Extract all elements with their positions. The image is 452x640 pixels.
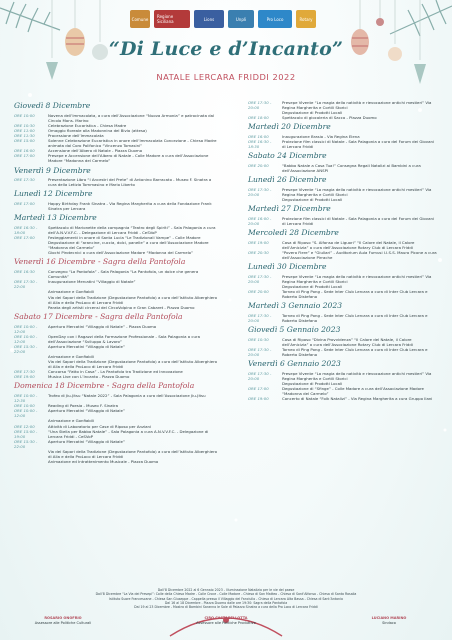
event-row xyxy=(248,100,438,110)
day-heading: Venerdì 9 Dicembre xyxy=(14,165,91,175)
poster-subtitle: NATALE LERCARA FRIDDI 2022 xyxy=(156,72,296,82)
event-time xyxy=(14,295,48,305)
day-heading: Martedì 27 Dicembre xyxy=(248,204,331,214)
event-time: ORE 10:00 xyxy=(14,403,35,409)
event-time xyxy=(14,250,48,255)
event-row xyxy=(14,240,219,250)
event-time: ORE 17:30 - 20:00 xyxy=(248,346,272,357)
signature-assessore-produttive xyxy=(171,616,281,625)
event-row xyxy=(14,324,219,334)
event-time: ORE 16:00 xyxy=(248,134,269,140)
day-heading: Venerdì 6 Gennaio 2023 xyxy=(248,359,341,369)
event-description: Torneo di Ping Pong - Sede Inter Club Lercara a cura di Inter Club Lercara e Roberto Distefano xyxy=(282,288,428,300)
event-description: Presepe Vivente “La magia della natività e rievocazione antichi mestieri” Via Regina Margherita e Cortili Storici xyxy=(282,370,432,381)
day-block xyxy=(14,102,219,164)
event-description: “Babbo Natale a Casa Tua!” Consegna Regali Natalizi ai Bambini a cura dell’Associazione ANSPI xyxy=(282,162,421,174)
event-time: ORE 19:00 xyxy=(14,374,35,380)
event-description: Degustazione di “arancine, cuccia, dolci, panelle” a cura dell’Associazione Madore “Madonna del Carmelo” xyxy=(48,240,209,251)
event-time: ORE 16:30 - 18:00 xyxy=(14,224,38,236)
day-block xyxy=(248,123,438,149)
event-row xyxy=(14,138,219,148)
event-time: ORE 10:00 - 12:30 xyxy=(14,393,38,404)
event-row xyxy=(14,344,219,354)
event-time: ORE 17:00 xyxy=(14,201,35,207)
day-heading: Venerdì 16 Dicembre - Sagra della Pantofola xyxy=(14,257,186,267)
event-description: Inaugurazione Mercatini “Villaggio di Natale” xyxy=(48,279,136,285)
event-time: ORE 15:00 - 19:00 xyxy=(14,428,38,439)
program-right-column xyxy=(248,100,438,404)
event-description: “Povero Fiere” e “Giullari” - Auditorium Aula Fumusi I.I.S.S. Mauro Picone a cura dell’Associazione Pirrache xyxy=(282,249,437,260)
event-time xyxy=(14,359,48,369)
event-time: ORE 16:00 - 20:00 xyxy=(248,215,272,226)
event-time: ORE 20:00 xyxy=(248,288,269,294)
event-description: Celebrazione Eucaristica - Chiesa Madre xyxy=(48,122,127,128)
event-description: “Una Stella per Babbo Natale” - Sala Palagonia a cura A.N.V.V.F.C. - Delegazione di Lercara Friddi - CeSVoP xyxy=(48,428,209,439)
event-description: Reading di Poesia - Museo F. Sinatra xyxy=(48,403,119,409)
event-description: Animazione e Gonfiabili xyxy=(48,289,95,295)
day-block xyxy=(14,258,219,309)
footer-line: Dall’8 Dicembre 2022 al 6 Gennaio 2023 - Illuminazione Natalizia per le vie del paese xyxy=(157,588,295,592)
event-row xyxy=(14,201,219,211)
event-time: ORE 10:30 xyxy=(14,122,35,128)
event-time xyxy=(14,240,48,250)
event-time: ORE 12:00 xyxy=(14,423,35,429)
event-time: ORE 19:00 xyxy=(248,396,269,402)
event-row xyxy=(14,225,219,235)
day-block xyxy=(248,263,438,299)
event-row xyxy=(14,279,219,289)
event-time: ORE 17:30 - 20:00 xyxy=(248,186,272,197)
proloco-logo-icon: Pro Loco xyxy=(258,10,292,28)
event-row xyxy=(248,187,438,197)
event-description: Concorso “Fatto in Casa” - La Pantofola tra Tradizione ed Innovazione xyxy=(48,369,183,375)
day-block xyxy=(14,167,219,188)
event-row xyxy=(14,269,219,279)
signature-name: ROSARIO ONOFRIO xyxy=(44,616,82,620)
day-block xyxy=(14,313,219,380)
event-description: OpenDay con i Ragazzi della Formazione Professionale - Sala Palagonia a cura dell’Associazione “Sviluppo & Lavoro” xyxy=(48,333,200,344)
event-description: Presepe e Accensione dell’Albero di Natale - Colle Madore a cura dell’Associazione Madore “Madonna del Carmelo” xyxy=(48,153,209,164)
day-block xyxy=(248,205,438,226)
event-time: ORE 17:00 xyxy=(14,153,35,159)
event-description: Apertura Mercatini “Villaggio di Natale” - Piazza Duomo xyxy=(48,323,157,329)
day-heading: Lunedì 26 Dicembre xyxy=(248,175,327,185)
day-heading: Martedì 13 Dicembre xyxy=(14,213,97,223)
event-row xyxy=(14,153,219,163)
day-block xyxy=(248,229,438,260)
footer-notes xyxy=(10,588,442,610)
day-block xyxy=(248,100,438,120)
event-row xyxy=(248,347,438,357)
event-time: ORE 17:00 xyxy=(248,385,269,391)
event-row xyxy=(14,359,219,369)
day-heading: Lunedì 12 Dicembre xyxy=(14,189,93,199)
event-description: Convegno “La Pantofola” - Sala Palagonia “La Pantofola, un dolce che genera Comunità” xyxy=(48,269,199,280)
event-description: Spettacolo di Marionette della compagnia “Teatro degli Spiriti” - Sala Palagonia a cura dell’A.N.V.V.F.C. - Delegazione di Lercara Friddi - CeSVoP xyxy=(48,224,216,236)
event-row xyxy=(14,177,219,187)
event-row xyxy=(14,429,219,439)
event-time: ORE 11:00 xyxy=(14,127,35,133)
signature-role: Assessore alle Politiche Culturali xyxy=(34,620,92,625)
event-description: Degustazione di Prodotti Locali xyxy=(282,283,343,289)
day-heading: Martedì 20 Dicembre xyxy=(248,122,331,132)
event-time: ORE 17:30 - 20:00 xyxy=(248,370,272,381)
event-row xyxy=(248,289,438,299)
event-description: Trofeo di Jiu-Jitsu “Natale 2022” - Sala Palagonia a cura dell’Associazione Jiu-Jitsu xyxy=(48,393,206,399)
event-row xyxy=(14,393,219,403)
event-description: Inaugurazione Brasio - Via Regina Elena xyxy=(282,134,360,140)
event-description: Degustazione di Prodotti Locali xyxy=(282,110,343,116)
day-heading: Giovedì 8 Dicembre xyxy=(14,101,91,110)
event-time: ORE 18:00 xyxy=(248,115,269,121)
event-row xyxy=(248,115,438,120)
event-time: ORE 10:00 - 12:00 xyxy=(14,333,38,344)
footer-line: Dal 16 al 18 Dicembre - Piazza Duomo dalle ore 19:30: Sagra della Pantofola xyxy=(164,600,288,605)
event-row xyxy=(248,337,438,347)
event-time: ORE 10:00 xyxy=(14,112,35,118)
footer-line: Istituto Suore Francescane - Chiesa San Giuseppe - Cappella presso il Villaggio del Fanciullo - Chiesa di Lercara Alta Bassa - Chiesa di Sant’Antonio xyxy=(109,596,343,601)
event-description: Apertura Mercatini “Villaggio di Natale” xyxy=(48,438,125,444)
event-description: Omaggio floreale alla Madonnina del Bivio (attesa) xyxy=(48,127,147,133)
event-time: ORE 19:00 xyxy=(248,239,269,245)
event-row xyxy=(14,459,219,464)
event-description: Musica Live con L’Incanto - Piazza Duomo xyxy=(48,374,130,380)
event-time: ORE 17:30 - 22:00 xyxy=(14,279,38,290)
event-time: ORE 10:00 - 12:00 xyxy=(14,408,38,419)
event-row xyxy=(248,250,438,260)
lions-logo-icon: Lions xyxy=(194,10,224,28)
day-block xyxy=(14,190,219,211)
event-time: ORE 17:30 xyxy=(14,369,35,375)
event-time: ORE 15:30 - 22:00 xyxy=(14,343,38,354)
event-time: ORE 17:00 xyxy=(14,235,35,241)
event-description: Torneo di Ping Pong - Sede Inter Club Lercara a cura di Inter Club Lercara e Roberto Distefano xyxy=(282,312,428,323)
event-description: Festeggiamenti in onore di Santa Lucia “Le Tradizionali Vampe” - Colle Madore xyxy=(48,235,201,241)
event-description: Attività di Laboratorio per Case di Riposo per Anziani xyxy=(48,423,152,429)
day-heading: Sabato 17 Dicembre - Sagra della Pantofola xyxy=(14,311,183,321)
event-time: ORE 15:30 - 22:00 xyxy=(14,438,38,449)
day-heading: Giovedì 5 Gennaio 2023 xyxy=(248,324,341,334)
day-heading: Lunedì 30 Dicembre xyxy=(248,262,327,271)
footer-line: Dal 19 al 23 Dicembre - Mostra di Bambini Saranno le Sale di Palazzo Sinatra a cura della Pro Loco di Lercara Friddi xyxy=(134,605,318,610)
event-time: ORE 16:30 xyxy=(14,269,35,275)
event-time: ORE 17:30 - 20:00 xyxy=(248,273,272,284)
event-time: ORE 20:30 xyxy=(248,249,269,255)
event-description: Solenne Celebrazione Eucaristica in onore dell’Immacolata Concezione - Chiesa Madre animata dal Coro Polifonico “Vincenzo Tomasini” xyxy=(48,138,217,149)
event-description: Animazione e Gonfiabili xyxy=(48,418,95,424)
event-time xyxy=(14,305,48,310)
event-description: Casa di Riposo “S. Alfonso de Liguori” “Il Calore del Natale, il Calore dell’Amicizia” a cura dell’Associazione Rotary Club di Lercara Friddi xyxy=(282,239,415,250)
signature-assessore-cultura xyxy=(8,616,118,625)
event-row xyxy=(14,295,219,305)
event-row xyxy=(248,371,438,381)
event-description: Degustazione di Prodotti Locali xyxy=(282,380,343,386)
event-time xyxy=(14,449,48,459)
day-heading: Domenica 18 Dicembre - Sagra della Pantofola xyxy=(14,381,195,391)
day-block xyxy=(14,382,219,464)
event-description: Presepe Vivente “La magia della natività e rievocazione antichi mestieri” Via Regina Margherita e Cortili Storici xyxy=(282,186,432,197)
day-block xyxy=(248,326,438,357)
event-time: ORE 16:30 - 18:30 xyxy=(248,139,272,150)
event-row xyxy=(14,439,219,449)
event-description: Concerto di Natale “Folk Natalizi” - Via Regina Margherita a cura Gruppo Ilani xyxy=(282,396,433,402)
event-row xyxy=(14,408,219,418)
event-row xyxy=(248,197,438,202)
day-heading: Martedì 3 Gennaio 2023 xyxy=(248,301,343,311)
comune-logo-icon: Comune xyxy=(130,10,150,28)
event-row xyxy=(14,113,219,123)
event-description: Casa di Riposo “Divina Provvidenza” “Il Calore del Natale, il Calore dell’Amicizia” a cura dell’Associazione Rotary Club di Lercara Friddi xyxy=(282,336,413,347)
signature-role: Sindaco xyxy=(382,620,396,625)
event-description: Giochi Pirotecnici a cura dell’Associazione Madore “Madonna del Carmelo” xyxy=(48,250,193,256)
event-time: ORE 20:00 xyxy=(248,162,269,168)
event-time: ORE 10:30 xyxy=(248,336,269,342)
event-row xyxy=(14,250,219,255)
event-description: Presentazione Libro “I Ancestri del Prete” di Antonino Barracato - Museo F. Sinatra a cura della Letizia Tommasino e Mario Liberto xyxy=(48,177,212,188)
event-description: Spettacolo di giocoleria di Sacco - Piazza Duomo xyxy=(282,115,377,121)
event-row xyxy=(248,386,438,396)
event-time: ORE 17:30 - 20:00 xyxy=(248,312,272,323)
event-description: Torneo di Ping Pong - Sede Inter Club Lercara a cura di Inter Club Lercara e Roberto Distefano xyxy=(282,346,428,357)
signature-sindaco xyxy=(334,616,444,625)
day-block xyxy=(248,302,438,323)
footer-line: Dall’8 Dicembre “La Via dei Presepi”: Colle della Chiesa Madre - Colle Croce - Colle Madore - Chiesa di San Matteo - Chiesa di Sant’Alfonso - Chiesa di Santa Rosalia xyxy=(95,592,357,597)
event-row xyxy=(14,449,219,459)
rotary-logo-icon: Rotary xyxy=(296,10,316,28)
day-heading: Sabato 24 Dicembre xyxy=(248,151,327,161)
event-description: Parata degli artisti circensi del CircoVolpino e Gran Cabaret - Piazza Duomo xyxy=(48,304,195,310)
event-time: ORE 15:00 xyxy=(14,138,35,144)
event-row xyxy=(14,305,219,310)
event-time: ORE 10:00 - 12:00 xyxy=(14,323,38,334)
day-block xyxy=(248,360,438,401)
event-description: Proiezione film classici di Natale - Sala Palagonia a cura del Forum dei Giovani di Lercara Friddi xyxy=(282,139,435,150)
event-time: ORE 11:30 xyxy=(14,133,35,139)
event-description: Via dei Sapori della Tradizione (Degustazione Pantofola) a cura dell’Istituto Alberghiero di Alia e della ProLoco di Lercara Friddi xyxy=(48,448,218,460)
sponsor-logos xyxy=(130,6,330,32)
event-description: Animazione e Gonfiabili xyxy=(48,353,95,359)
event-description: Proiezione film classici di Natale - Sala Palagonia a cura del Forum dei Giovani di Lercara Friddi xyxy=(282,215,435,226)
event-row xyxy=(248,396,438,401)
day-block xyxy=(248,176,438,202)
event-row xyxy=(248,163,438,173)
event-description: Animazione ed Intrattenimento Musicale - Piazza Duomo xyxy=(48,459,159,465)
event-time: ORE 17:30 xyxy=(14,177,35,183)
poster-title: “Di Luce e d’Incanto” xyxy=(108,38,344,60)
program-left-column xyxy=(14,100,219,467)
event-time: ORE 17:30 - 20:00 xyxy=(248,100,272,111)
signature-name: LUCIANO MARINO xyxy=(371,616,407,620)
event-row xyxy=(14,374,219,379)
event-description: Degustazione di “Sfinge” - Colle Madore a cura dell’Associazione Madore “Madonna del Carmelo” xyxy=(282,385,424,397)
event-description: Presepe Vivente “La magia della natività e rievocazione antichi mestieri” Via Regina Margherita e Cortili Storici xyxy=(282,100,432,111)
day-block xyxy=(14,214,219,255)
event-description: Apertura Mercatini “Villaggio di Natale” xyxy=(48,408,125,414)
regione-logo-icon: Regione Siciliana xyxy=(154,10,190,28)
event-row xyxy=(248,240,438,250)
day-heading: Mercoledì 28 Dicembre xyxy=(248,227,339,237)
event-time xyxy=(14,459,48,464)
event-description: Via dei Sapori della Tradizione (Degustazione Pantofola) a cura dell’Istituto Alberghiero di Alia e della ProLoco di Lercara Friddi xyxy=(48,294,218,305)
event-row xyxy=(248,274,438,284)
event-description: Processione dell’Immacolata xyxy=(48,133,104,139)
unpli-logo-icon: Unpli xyxy=(228,10,254,28)
event-row xyxy=(248,216,438,226)
event-description: Presepe Vivente “La magia della natività e rievocazione antichi mestieri” Via Regina Margherita e Cortili Storici xyxy=(282,273,432,284)
event-description: Degustazione di Prodotti Locali xyxy=(282,197,343,203)
event-row xyxy=(14,334,219,344)
event-row xyxy=(248,313,438,323)
event-description: Apertura Mercatini “Villaggio di Natale” xyxy=(48,343,125,349)
event-description: Happy Birthday Frank Sinatra - Via Regina Margherita a cura della Fondazione Frank Sinatra per Lercara xyxy=(48,201,212,212)
event-description: Via dei Sapori della Tradizione (Degustazione Pantofola) a cura dell’Istituto Alberghiero di Alia e della ProLoco di Lercara Friddi xyxy=(48,359,218,370)
event-time xyxy=(248,197,282,202)
event-description: Novena dell’Immacolata, a cura dell’Associazione “Nuova Armonia” e patrocinata dal Circolo Mons. Marino xyxy=(48,112,215,123)
day-block xyxy=(248,152,438,173)
signature-name: CIRO CASTABELLOTTA xyxy=(204,616,248,620)
event-description: Accensione dell’Albero di Natale - Piazza Duomo xyxy=(48,148,143,154)
signature-role: Assessore alle Politiche Produttive xyxy=(196,620,256,625)
event-time: ORE 16:00 xyxy=(14,148,35,154)
event-row xyxy=(248,139,438,149)
